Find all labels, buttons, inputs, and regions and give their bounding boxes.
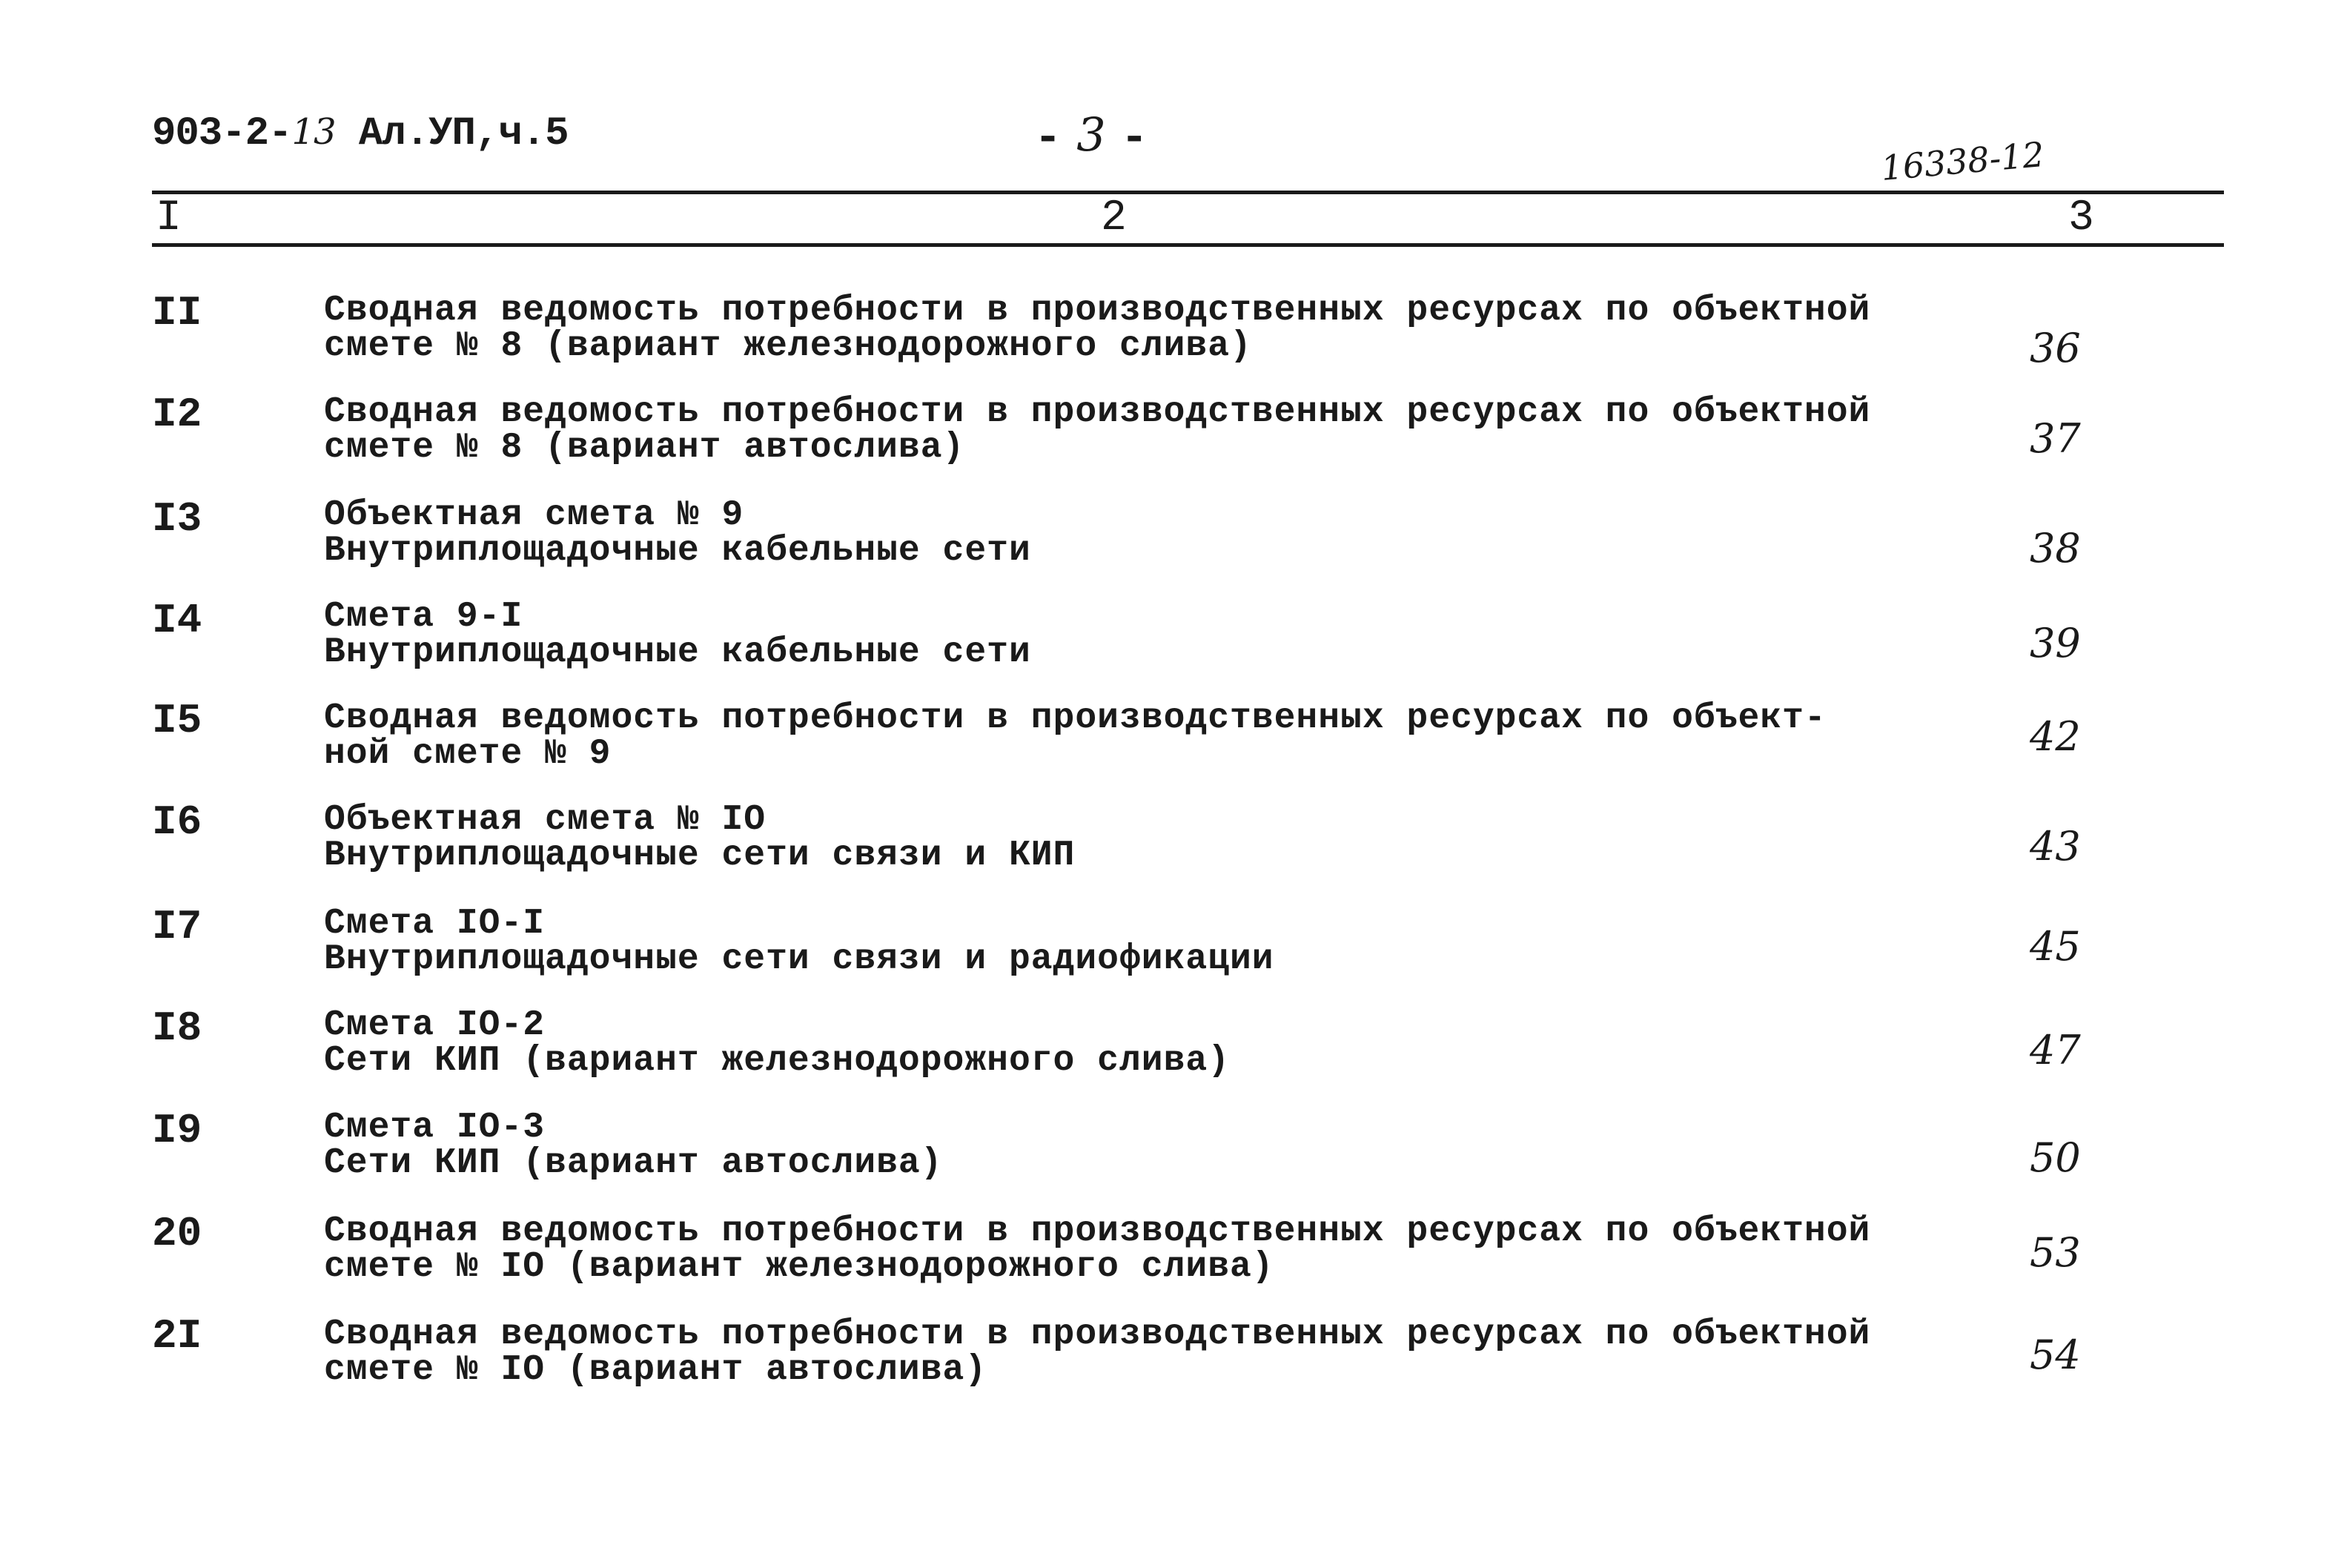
column-header-3: 3 xyxy=(2068,194,2094,242)
document-code xyxy=(152,111,569,156)
row-title-line2: смете № 8 (вариант автослива) xyxy=(324,428,965,468)
row-number: I5 xyxy=(152,697,202,744)
document-code-handwritten: 13 xyxy=(291,111,336,153)
row-title-line2: ной смете № 9 xyxy=(324,734,612,774)
handwritten-doc-number: 16338-12 xyxy=(1879,133,2046,188)
column-header-2: 2 xyxy=(1101,194,1127,242)
document-code-prefix: 903-2- xyxy=(152,111,292,156)
row-page: 38 xyxy=(2030,525,2081,572)
row-page: 37 xyxy=(2030,415,2081,462)
row-title xyxy=(324,497,1031,569)
column-header-rule xyxy=(152,243,2224,247)
row-page: 42 xyxy=(2030,713,2081,760)
row-page: 50 xyxy=(2030,1134,2081,1181)
row-number: II xyxy=(152,289,202,337)
row-title-line1: Объектная смета № IO xyxy=(324,800,767,840)
row-title xyxy=(324,1110,943,1181)
row-title-line2: смете № IO (вариант железнодорожного слива) xyxy=(324,1247,1274,1287)
row-title-line1: Сводная ведомость потребности в производственных ресурсах по объектной xyxy=(324,291,1871,331)
row-page: 36 xyxy=(2030,325,2081,371)
document-code-suffix: Ал.УП,ч.5 xyxy=(358,111,569,156)
row-title-line1: Смета 9-I xyxy=(324,597,523,637)
row-title-line2: Внутриплощадочные кабельные сети xyxy=(324,531,1031,571)
row-number: I9 xyxy=(152,1107,202,1154)
page-number-value: 3 xyxy=(1076,107,1106,162)
row-number: 2I xyxy=(152,1312,202,1360)
row-title-line2: Внутриплощадочные сети связи и КИП xyxy=(324,836,1076,876)
row-title-line1: Смета IO-3 xyxy=(324,1108,546,1148)
row-title xyxy=(324,906,1274,977)
page-number xyxy=(1034,107,1148,165)
row-page: 45 xyxy=(2030,923,2081,970)
row-title-line2: Сети КИП (вариант автослива) xyxy=(324,1143,943,1183)
row-title xyxy=(324,1211,1871,1287)
row-title-line1: Сводная ведомость потребности в производственных ресурсах по объектной xyxy=(324,1211,1871,1251)
row-page: 54 xyxy=(2030,1332,2081,1378)
row-title-line1: Смета IO-I xyxy=(324,904,546,944)
page-number-dash-right: - xyxy=(1120,112,1148,165)
row-title xyxy=(324,599,1031,670)
row-title-line1: Сводная ведомость потребности в производственных ресурсах по объектной xyxy=(324,392,1871,432)
row-number: I2 xyxy=(152,391,202,438)
row-title xyxy=(324,293,1870,364)
row-title-line2: смете № IO (вариант автослива) xyxy=(324,1350,987,1390)
row-number: I6 xyxy=(152,798,202,846)
row-number: I7 xyxy=(152,903,202,950)
row-page: 47 xyxy=(2030,1027,2081,1074)
row-page: 43 xyxy=(2030,823,2081,870)
row-title-line2: Внутриплощадочные кабельные сети xyxy=(324,632,1031,672)
row-number: I8 xyxy=(152,1005,202,1052)
column-header-1: I xyxy=(156,194,182,242)
row-title-line1: Смета IO-2 xyxy=(324,1005,546,1045)
row-title xyxy=(324,1314,1871,1390)
row-number: 20 xyxy=(152,1210,202,1257)
row-title xyxy=(324,394,1870,466)
row-title-line2: смете № 8 (вариант железнодорожного слива) xyxy=(324,326,1252,366)
row-title-line1: Объектная смета № 9 xyxy=(324,495,744,535)
row-title xyxy=(324,698,1827,774)
row-title-line1: Сводная ведомость потребности в производственных ресурсах по объект- xyxy=(324,698,1827,738)
table-top-rule xyxy=(152,191,2224,194)
row-title-line2: Внутриплощадочные сети связи и радиофикации xyxy=(324,939,1274,979)
row-title-line1: Сводная ведомость потребности в производственных ресурсах по объектной xyxy=(324,1314,1871,1354)
row-page: 53 xyxy=(2030,1229,2081,1276)
page-number-dash-left: - xyxy=(1034,112,1062,165)
row-title xyxy=(324,800,1076,876)
row-number: I3 xyxy=(152,495,202,543)
row-number: I4 xyxy=(152,597,202,644)
row-title-line2: Сети КИП (вариант железнодорожного слива) xyxy=(324,1041,1230,1081)
row-title xyxy=(324,1005,1230,1081)
row-page: 39 xyxy=(2030,620,2081,666)
